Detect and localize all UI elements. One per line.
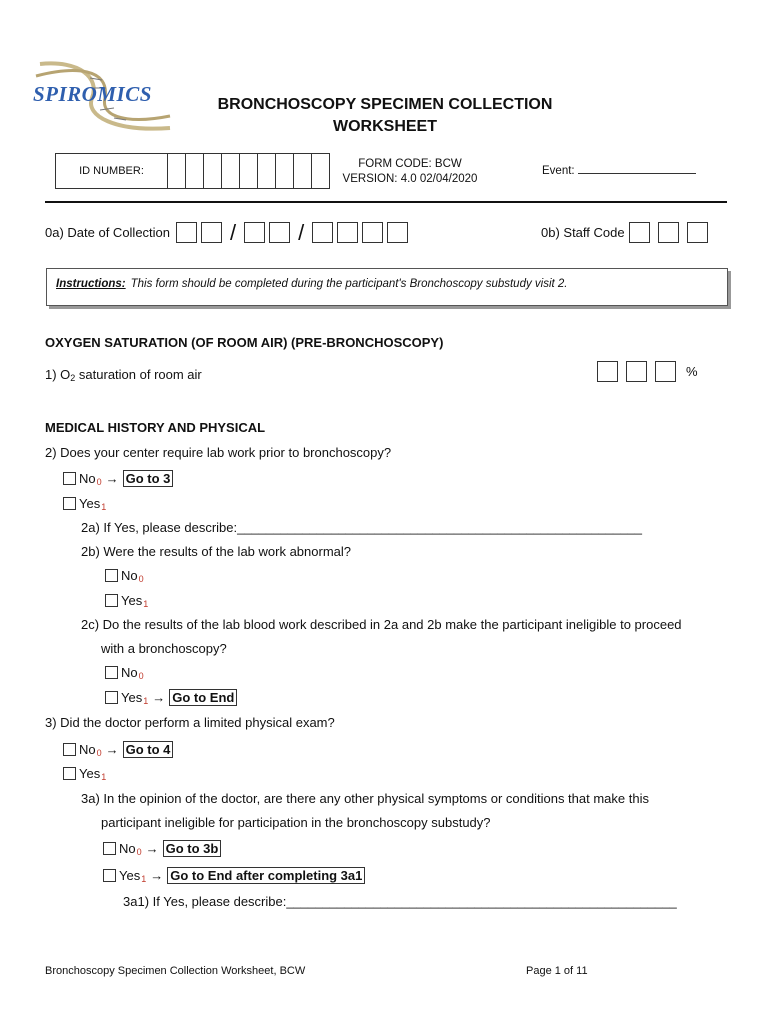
section-oxygen-title: OXYGEN SATURATION (OF ROOM AIR) (PRE-BRONCHOSCOPY) [45,335,444,350]
event-field[interactable] [542,165,696,177]
q2-option-yes[interactable]: Yes1 [63,496,106,512]
date-of-collection-label: 0a) Date of Collection [45,225,171,240]
event-line[interactable] [578,173,696,174]
form-code: FORM CODE: BCW [358,158,462,170]
event-label: Event: [542,165,575,177]
id-digit-cell[interactable] [186,154,204,188]
instructions-box [46,268,728,306]
id-number-label: ID NUMBER: [56,154,168,188]
form-code-block [335,157,485,187]
footer-form-name: Bronchoscopy Specimen Collection Worksheet, BCW [45,965,306,977]
q3-option-yes[interactable]: Yes1 [63,766,106,782]
o2-digit-cell[interactable] [626,361,647,382]
form-version: VERSION: 4.0 02/04/2020 [342,173,478,185]
q2-label: 2) Does your center require lab work prior to bronchoscopy? [45,445,392,460]
id-digit-cell[interactable] [168,154,186,188]
date-year-cell[interactable] [337,222,358,243]
staff-code-cell[interactable] [629,222,650,243]
o2-digit-cell[interactable] [655,361,676,382]
staff-code-label: 0b) Staff Code [541,225,625,240]
q1-label: 1) $O_2$ saturation of room air [45,367,202,383]
id-digit-cell[interactable] [312,154,329,188]
q2b-label: 2b) Were the results of the lab work abnormal? [81,544,352,559]
q3a-label-line1: 3a) In the opinion of the doctor, are there any other physical symptoms or conditions that make this [81,791,649,806]
id-digit-cell[interactable] [294,154,312,188]
staff-code-cell[interactable] [687,222,708,243]
skip-instruction: Go to End after completing 3a1 [167,867,365,884]
arrow-right-icon: → [105,742,119,757]
q3-option-no[interactable]: No0 → Go to 4 [63,741,173,758]
staff-code-cell[interactable] [658,222,679,243]
q3a-yes-checkbox[interactable] [103,869,116,882]
date-day-cell[interactable] [269,222,290,243]
arrow-right-icon: → [105,471,119,486]
q2c-label-line2: with a bronchoscopy? [101,641,227,656]
id-digit-cell[interactable] [222,154,240,188]
date-year-cell[interactable] [312,222,333,243]
q2c-option-no[interactable]: No0 [105,665,144,681]
q3-label: 3) Did the doctor perform a limited physical exam? [45,715,335,730]
q2-option-no[interactable]: No0 → Go to 3 [63,470,173,487]
date-year-cell[interactable] [362,222,383,243]
arrow-right-icon: → [145,841,159,856]
q3-no-checkbox[interactable] [63,743,76,756]
percent-sign: % [686,364,698,379]
date-separator: / [230,220,237,245]
q3-yes-checkbox[interactable] [63,767,76,780]
id-number-field[interactable] [55,153,330,189]
instructions-text: This form should be completed during the participant's Bronchoscopy substudy visit 2. [130,278,568,290]
arrow-right-icon: → [150,868,164,883]
q2-yes-checkbox[interactable] [63,497,76,510]
page-title: BRONCHOSCOPY SPECIMEN COLLECTION WORKSHEET [217,96,553,135]
q2c-no-checkbox[interactable] [105,666,118,679]
q2b-yes-checkbox[interactable] [105,594,118,607]
skip-instruction: Go to 4 [123,741,174,758]
footer-page-number: Page 1 of 11 [526,965,588,977]
instructions-label: Instructions: [56,278,126,290]
id-digit-cell[interactable] [276,154,294,188]
id-digit-cell[interactable] [258,154,276,188]
date-month-cell[interactable] [176,222,197,243]
header-divider [45,201,727,203]
section-medical-history-title: MEDICAL HISTORY AND PHYSICAL [45,420,266,435]
skip-instruction: Go to End [169,689,237,706]
id-digit-cell[interactable] [204,154,222,188]
q2a-describe-field[interactable]: 2a) If Yes, please describe:________________________________________________________ [81,520,642,535]
date-separator: / [298,220,305,245]
date-month-cell[interactable] [201,222,222,243]
spiromics-logo [30,58,175,138]
q3a-option-yes[interactable]: Yes1 → Go to End after completing 3a1 [103,867,365,884]
q3a1-describe-field[interactable]: 3a1) If Yes, please describe:______________________________________________________ [123,894,677,909]
q3a-label-line2: participant ineligible for participation in the bronchoscopy substudy? [101,815,491,830]
date-of-collection-row [45,222,412,243]
q2c-yes-checkbox[interactable] [105,691,118,704]
date-year-cell[interactable] [387,222,408,243]
logo-text: SPIROMICS [33,82,152,106]
q3a-option-no[interactable]: No0 → Go to 3b [103,840,221,857]
o2-saturation-input [597,361,698,382]
date-day-cell[interactable] [244,222,265,243]
q2c-option-yes[interactable]: Yes1 → Go to End [105,689,237,706]
id-digit-cell[interactable] [240,154,258,188]
skip-instruction: Go to 3b [163,840,222,857]
arrow-right-icon: → [152,690,166,705]
q2-no-checkbox[interactable] [63,472,76,485]
o2-digit-cell[interactable] [597,361,618,382]
q2b-option-no[interactable]: No0 [105,568,144,584]
q2b-option-yes[interactable]: Yes1 [105,593,148,609]
staff-code-row [541,222,712,243]
q3a-no-checkbox[interactable] [103,842,116,855]
q2c-label-line1: 2c) Do the results of the lab blood work described in 2a and 2b make the participant ineligible to proceed [81,617,682,632]
skip-instruction: Go to 3 [123,470,174,487]
q2b-no-checkbox[interactable] [105,569,118,582]
